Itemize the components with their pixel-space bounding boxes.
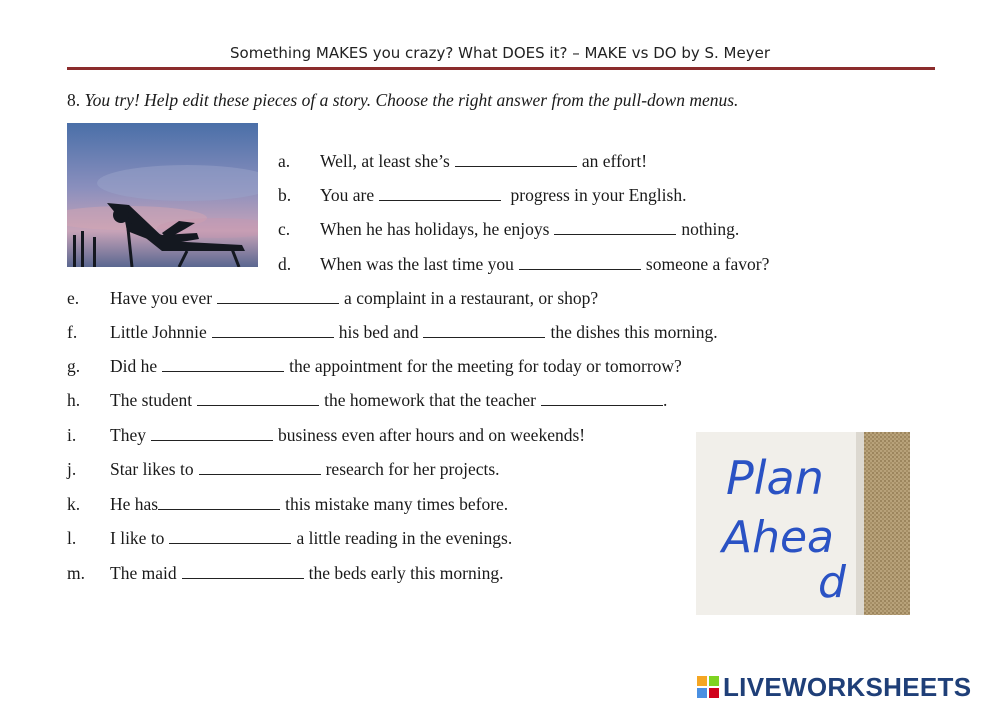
plan-ahead-photo bbox=[696, 432, 910, 615]
answer-dropdown[interactable] bbox=[379, 186, 501, 201]
item-label: c. bbox=[278, 219, 291, 239]
relaxing-photo bbox=[67, 123, 258, 267]
header-divider bbox=[67, 67, 935, 70]
ahead-word: Ahea bbox=[722, 512, 835, 563]
item-label: l. bbox=[67, 528, 77, 548]
item-label: d. bbox=[278, 254, 292, 274]
logo-wordmark: LIVEWORKSHEETS bbox=[723, 671, 972, 702]
instruction-text: You try! Help edit these pieces of a story. Choose the right answer from the pull-down menus. bbox=[84, 90, 739, 110]
answer-dropdown[interactable] bbox=[151, 426, 273, 441]
answer-dropdown[interactable] bbox=[158, 495, 280, 510]
liveworksheets-logo bbox=[697, 673, 971, 701]
item-label: b. bbox=[278, 185, 292, 205]
answer-dropdown[interactable] bbox=[182, 564, 304, 579]
item-label: k. bbox=[67, 494, 81, 514]
answer-dropdown[interactable] bbox=[169, 529, 291, 544]
answer-dropdown[interactable] bbox=[541, 391, 663, 406]
item-label: h. bbox=[67, 390, 81, 410]
answer-dropdown[interactable] bbox=[554, 220, 676, 235]
item-label: g. bbox=[67, 356, 81, 376]
answer-dropdown[interactable] bbox=[519, 255, 641, 270]
liveworksheets-logo-icon bbox=[697, 676, 719, 698]
worksheet-title: Something MAKES you crazy? What DOES it? – MAKE vs DO by S. Meyer bbox=[230, 44, 770, 62]
item-label: e. bbox=[67, 288, 80, 308]
answer-dropdown[interactable] bbox=[217, 289, 339, 304]
plan-word: Plan bbox=[726, 451, 824, 505]
answer-dropdown[interactable] bbox=[197, 391, 319, 406]
answer-dropdown[interactable] bbox=[199, 460, 321, 475]
answer-dropdown[interactable] bbox=[212, 323, 334, 338]
item-label: a. bbox=[278, 151, 291, 171]
item-label: m. bbox=[67, 563, 85, 583]
item-label: j. bbox=[67, 459, 77, 479]
ahead-word-end: d bbox=[818, 557, 846, 608]
answer-dropdown[interactable] bbox=[455, 152, 577, 167]
exercise-number: 8. bbox=[67, 90, 81, 110]
item-label: f. bbox=[67, 322, 78, 342]
exercise-instruction bbox=[67, 90, 738, 111]
answer-dropdown[interactable] bbox=[423, 323, 545, 338]
answer-dropdown[interactable] bbox=[162, 357, 284, 372]
item-label: i. bbox=[67, 425, 77, 445]
